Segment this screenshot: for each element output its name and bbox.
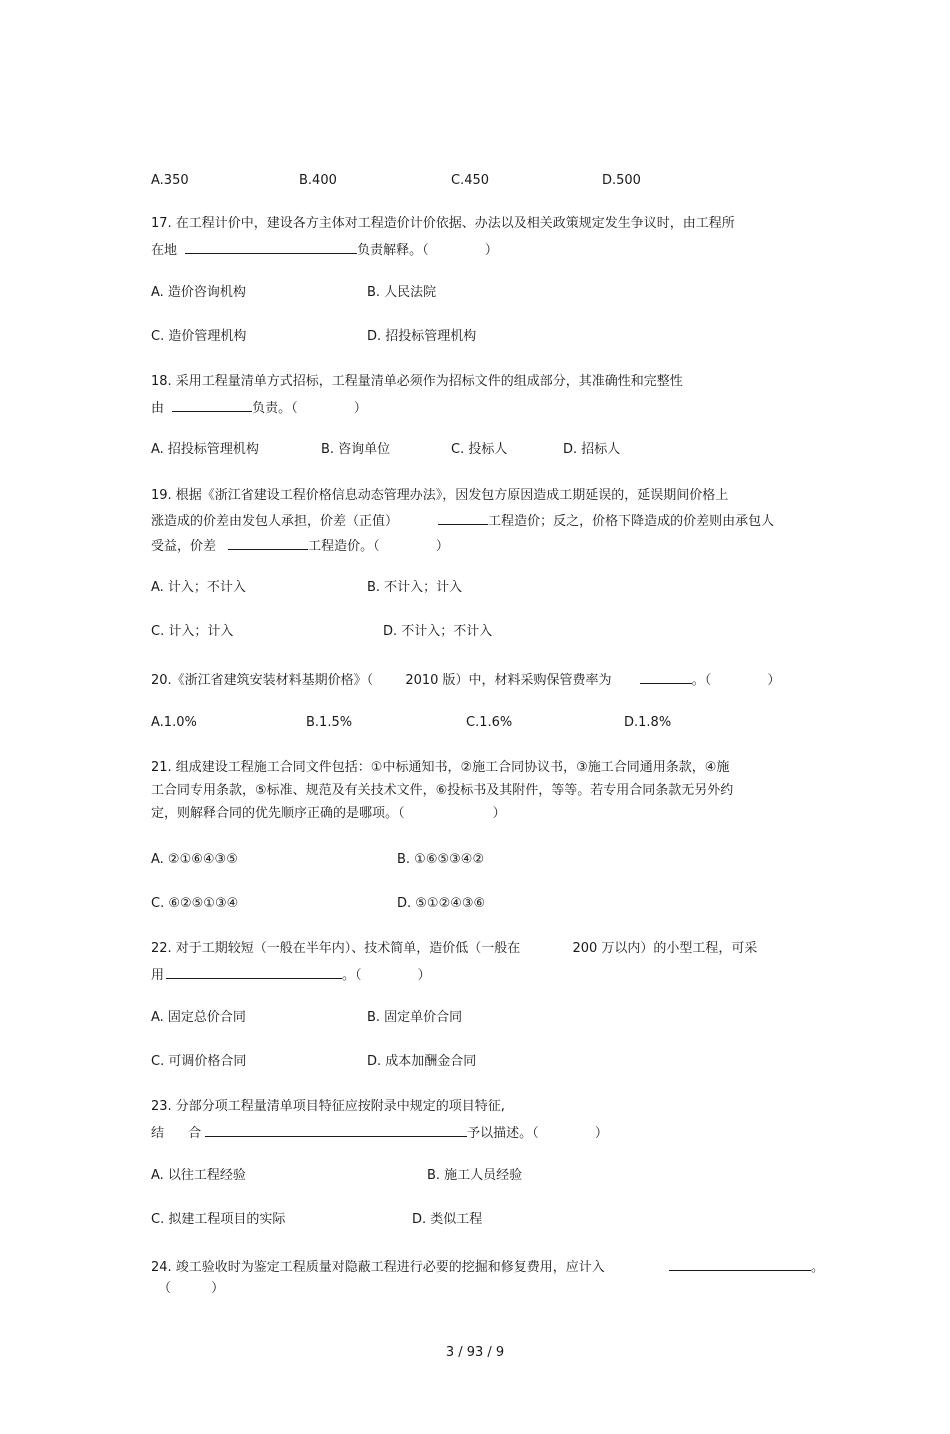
q21-stem-line1: 21. 组成建设工程施工合同文件包括：①中标通知书，②施工合同协议书，③施工合同通用条款，④施 <box>151 760 730 775</box>
q23-answer-blank <box>205 1123 467 1137</box>
q23-option-a: A. 以往工程经验 <box>151 1168 246 1183</box>
q22-close-paren: ） <box>417 968 431 983</box>
q23-option-c: C. 拟建工程项目的实际 <box>151 1212 286 1227</box>
q19-option-b: B. 不计入；计入 <box>367 580 463 595</box>
q19-stem-line3-pre: 受益，价差 <box>151 539 217 554</box>
q24-open-paren: （ <box>158 1281 172 1296</box>
q16-option-c: C.450 <box>451 173 490 188</box>
q17-close-paren: ） <box>484 243 498 258</box>
q17-option-d: D. 招投标管理机构 <box>367 329 477 344</box>
q20-answer-blank <box>640 670 692 684</box>
q19-stem-line3-post: 工程造价。（ <box>308 539 380 554</box>
q18-option-b: B. 咨询单位 <box>321 442 391 457</box>
q18-answer-blank <box>172 398 252 412</box>
q21-option-b: B. ①⑥⑤③④② <box>397 852 485 867</box>
q16-option-b: B.400 <box>299 173 337 188</box>
q22-option-d: D. 成本加酬金合同 <box>367 1054 477 1069</box>
q19-stem-line2-post: 工程造价；反之，价格下降造成的价差则由承包人 <box>488 514 775 529</box>
q17-stem-line2 <box>151 240 498 259</box>
q19-option-d: D. 不计入；不计入 <box>383 624 493 639</box>
q24-stem-line2 <box>158 1281 224 1297</box>
q21-option-d: D. ⑤①②④③⑥ <box>397 896 486 911</box>
q23-stem-line2-b: 合 <box>188 1126 202 1141</box>
page-number: 3 / 93 / 9 <box>445 1345 505 1360</box>
q20-stem-pre: 20.《浙江省建筑安装材料基期价格》（ <box>151 673 374 688</box>
q19-option-c: C. 计入；计入 <box>151 624 234 639</box>
q19-stem-line2-pre: 涨造成的价差由发包人承担，价差（正值） <box>151 514 399 529</box>
q19-close-paren: ） <box>435 539 449 554</box>
q20-stem-year: 2010 版）中，材料采购保管费率为 <box>405 673 612 688</box>
q17-answer-blank <box>185 240 357 254</box>
q23-option-b: B. 施工人员经验 <box>427 1168 523 1183</box>
q23-close-paren: ） <box>594 1126 608 1141</box>
q18-stem-line2 <box>151 398 367 417</box>
q21-stem-line2: 工合同专用条款，⑤标准、规范及有关技术文件，⑥投标书及其附件，等等。若专用合同条款无另外约 <box>151 783 734 798</box>
q23-stem-line2-post: 予以描述。（ <box>467 1126 539 1141</box>
q19-option-a: A. 计入；不计入 <box>151 580 246 595</box>
q18-stem-pre: 由 <box>151 401 165 416</box>
q16-option-d: D.500 <box>602 173 641 188</box>
q19-stem-line2 <box>151 511 774 530</box>
q23-stem-line2-a: 结 <box>151 1126 165 1141</box>
q21-option-c: C. ⑥②⑤①③④ <box>151 896 239 911</box>
q16-option-a: A.350 <box>151 173 189 188</box>
q18-stem-line1: 18. 采用工程量清单方式招标，工程量清单必须作为招标文件的组成部分，其准确性和完整性 <box>151 374 683 389</box>
q18-option-d: D. 招标人 <box>563 442 621 457</box>
q22-option-a: A. 固定总价合同 <box>151 1010 246 1025</box>
q22-stem-line2 <box>151 965 431 984</box>
q22-stem-line2-pre: 用 <box>151 968 165 983</box>
q24-stem-line1 <box>151 1257 824 1276</box>
q22-stem-line2-post: 。（ <box>342 968 362 983</box>
q24-close-paren: ） <box>211 1281 225 1296</box>
q22-option-c: C. 可调价格合同 <box>151 1054 247 1069</box>
q20-option-b: B.1.5% <box>306 715 353 730</box>
q23-option-d: D. 类似工程 <box>412 1212 483 1227</box>
q24-answer-blank <box>669 1257 811 1271</box>
q22-answer-blank <box>166 965 342 979</box>
q17-option-c: C. 造价管理机构 <box>151 329 247 344</box>
q24-stem-end: 。 <box>810 1260 824 1275</box>
q18-close-paren: ） <box>353 401 367 416</box>
q22-option-b: B. 固定单价合同 <box>367 1010 463 1025</box>
q20-option-a: A.1.0% <box>151 715 197 730</box>
q23-stem-line1: 23. 分部分项工程量清单项目特征应按附录中规定的项目特征, <box>151 1099 505 1114</box>
q22-stem-line1 <box>151 941 757 957</box>
q22-stem-line1-post: 200 万以内）的小型工程，可采 <box>572 941 758 956</box>
q21-close-paren: ） <box>492 806 506 821</box>
q17-stem-pre: 在地 <box>151 243 178 258</box>
q21-stem-line3 <box>151 806 506 822</box>
q21-option-a: A. ②①⑥④③⑤ <box>151 852 238 867</box>
q18-stem-post: 负责。（ <box>252 401 298 416</box>
q24-stem-text: 24. 竣工验收时为鉴定工程质量对隐蔽工程进行必要的挖掘和修复费用，应计入 <box>151 1260 605 1275</box>
q19-stem-line3 <box>151 536 449 555</box>
q20-stem <box>151 670 780 689</box>
q18-option-a: A. 招投标管理机构 <box>151 442 259 457</box>
q22-stem-line1-pre: 22. 对于工期较短（一般在半年内）、技术简单，造价低（一般在 <box>151 941 521 956</box>
q17-stem-line1: 17. 在工程计价中，建设各方主体对工程造价计价依据、办法以及相关政策规定发生争议时，由工程所 <box>151 216 735 231</box>
q20-option-c: C.1.6% <box>466 715 513 730</box>
q19-answer-blank-2 <box>228 536 308 550</box>
q19-stem-line1: 19. 根据《浙江省建设工程价格信息动态管理办法》，因发包方原因造成工期延误的，延误期间价格上 <box>151 488 729 503</box>
q21-stem-line3-text: 定，则解释合同的优先顺序正确的是哪项。（ <box>151 806 405 821</box>
q18-option-c: C. 投标人 <box>451 442 508 457</box>
q20-stem-post: 。（ <box>691 673 712 688</box>
q20-close-paren: ） <box>767 673 781 688</box>
q17-option-b: B. 人民法院 <box>367 285 437 300</box>
q19-answer-blank-1 <box>438 511 488 525</box>
q20-option-d: D.1.8% <box>624 715 672 730</box>
q23-stem-line2 <box>151 1123 608 1142</box>
q17-option-a: A. 造价咨询机构 <box>151 285 246 300</box>
q17-stem-post: 负责解释。（ <box>357 243 429 258</box>
